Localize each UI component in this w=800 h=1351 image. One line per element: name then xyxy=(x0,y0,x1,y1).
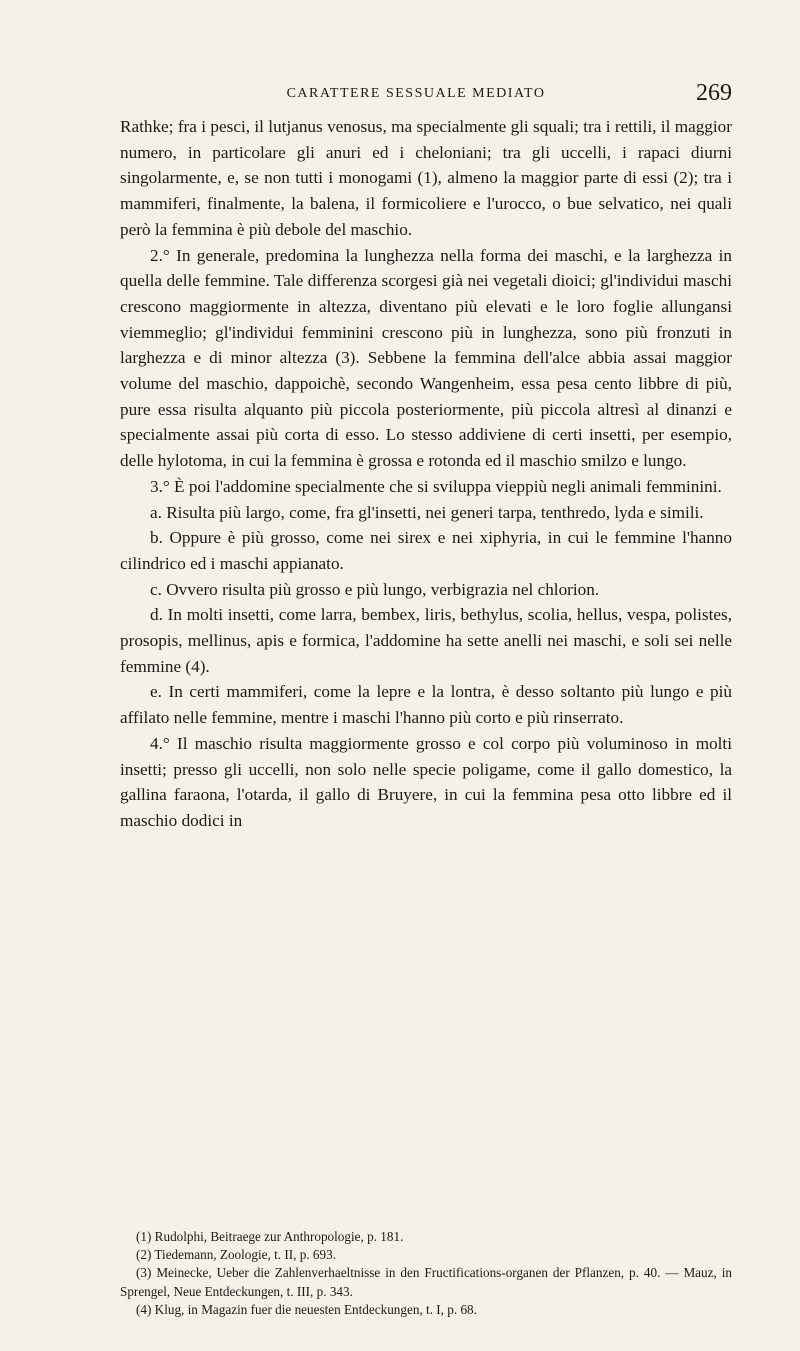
running-head: CARATTERE SESSUALE MEDIATO xyxy=(286,86,546,101)
paragraph: e. In certi mammiferi, come la lepre e la lontra, è desso soltanto più lungo e più affilato nelle femmine, mentre i maschi l'hanno più corto e più rinserrato. xyxy=(120,682,732,728)
paragraph: 3.° È poi l'addomine specialmente che si sviluppa vieppiù negli animali femminini. xyxy=(150,476,722,496)
footnote: (3) Meinecke, Ueber die Zahlenverhaeltnisse in den Fructifications-organen der Pflanzen, p. 40. — Mauz, in Sprengel, Neue Entdeckungen, t. III, p. 343. xyxy=(120,1265,732,1299)
footnote: (1) Rudolphi, Beitraege zur Anthropologie, p. 181. xyxy=(136,1229,404,1244)
footnote: (2) Tiedemann, Zoologie, t. II, p. 693. xyxy=(136,1247,336,1263)
main-text xyxy=(120,114,732,834)
paragraph: 4.° Il maschio risulta maggiormente grosso e col corpo più voluminoso in molti insetti; presso gli uccelli, non solo nelle specie poligame, come il gallo domestico, la gallina faraona, l'otarda, il gallo di Bruyere, in cui la femmina pesa otto libbre ed il maschio dodici in xyxy=(120,733,732,830)
footnote: (4) Klug, in Magazin fuer die neuesten Entdeckungen, t. I, p. 68. xyxy=(136,1301,477,1317)
paragraph: a. Risulta più largo, come, fra gl'insetti, nei generi tarpa, tenthredo, lyda e simili. xyxy=(150,502,704,522)
paragraph: c. Ovvero risulta più grosso e più lungo, verbigrazia nel chlorion. xyxy=(150,579,600,599)
paragraph: 2.° In generale, predomina la lunghezza nella forma dei maschi, e la larghezza in quella delle femmine. Tale differenza scorgesi già nei vegetali dioici; gl'individui maschi crescono maggiormente in altezza, diventano più elevati e le loro foglie allungansi viemmeglio; gl'individui femminini crescono più in lunghezza, sono più fronzuti in larghezza e di minor altezza (3). Sebbene la femmina dell'alce abbia assai maggior volume del maschio, dappoichè, secondo Wangenheim, essa pesa cento libbre di più, pure essa risulta alquanto più piccola posteriormente, più piccola altresì al dinanzi e specialmente assai più corta di esso. Lo stesso addiviene di certi insetti, per esempio, delle hylotoma, in cui la femmina è grossa e rotonda ed il maschio smilzo e lungo. xyxy=(120,245,732,471)
page-header xyxy=(120,80,732,110)
footnotes xyxy=(120,1228,732,1319)
paragraph: d. In molti insetti, come larra, bembex, liris, bethylus, scolia, hellus, vespa, polistes, prosopis, mellinus, apis e formica, l'addomine ha sette anelli nei maschi, e soli sei nelle femmine (4). xyxy=(120,605,732,676)
page-number: 269 xyxy=(696,80,732,106)
paragraph: b. Oppure è più grosso, come nei sirex e nei xiphyria, in cui le femmine l'hanno cilindrico ed i maschi appianato. xyxy=(120,528,732,573)
paragraph: Rathke; fra i pesci, il lutjanus venosus, ma specialmente gli squali; tra i rettili, il maggior numero, in particolare gli anuri ed i cheloniani; tra gli uccelli, i rapaci diurni singolarmente, e, se non tutti i monogami (1), almeno la maggior parte di essi (2); tra i mammiferi, finalmente, la balena, il formicoliere e l'urocco, o bue selvatico, nei quali però la femmina è più debole del maschio. xyxy=(120,117,732,239)
